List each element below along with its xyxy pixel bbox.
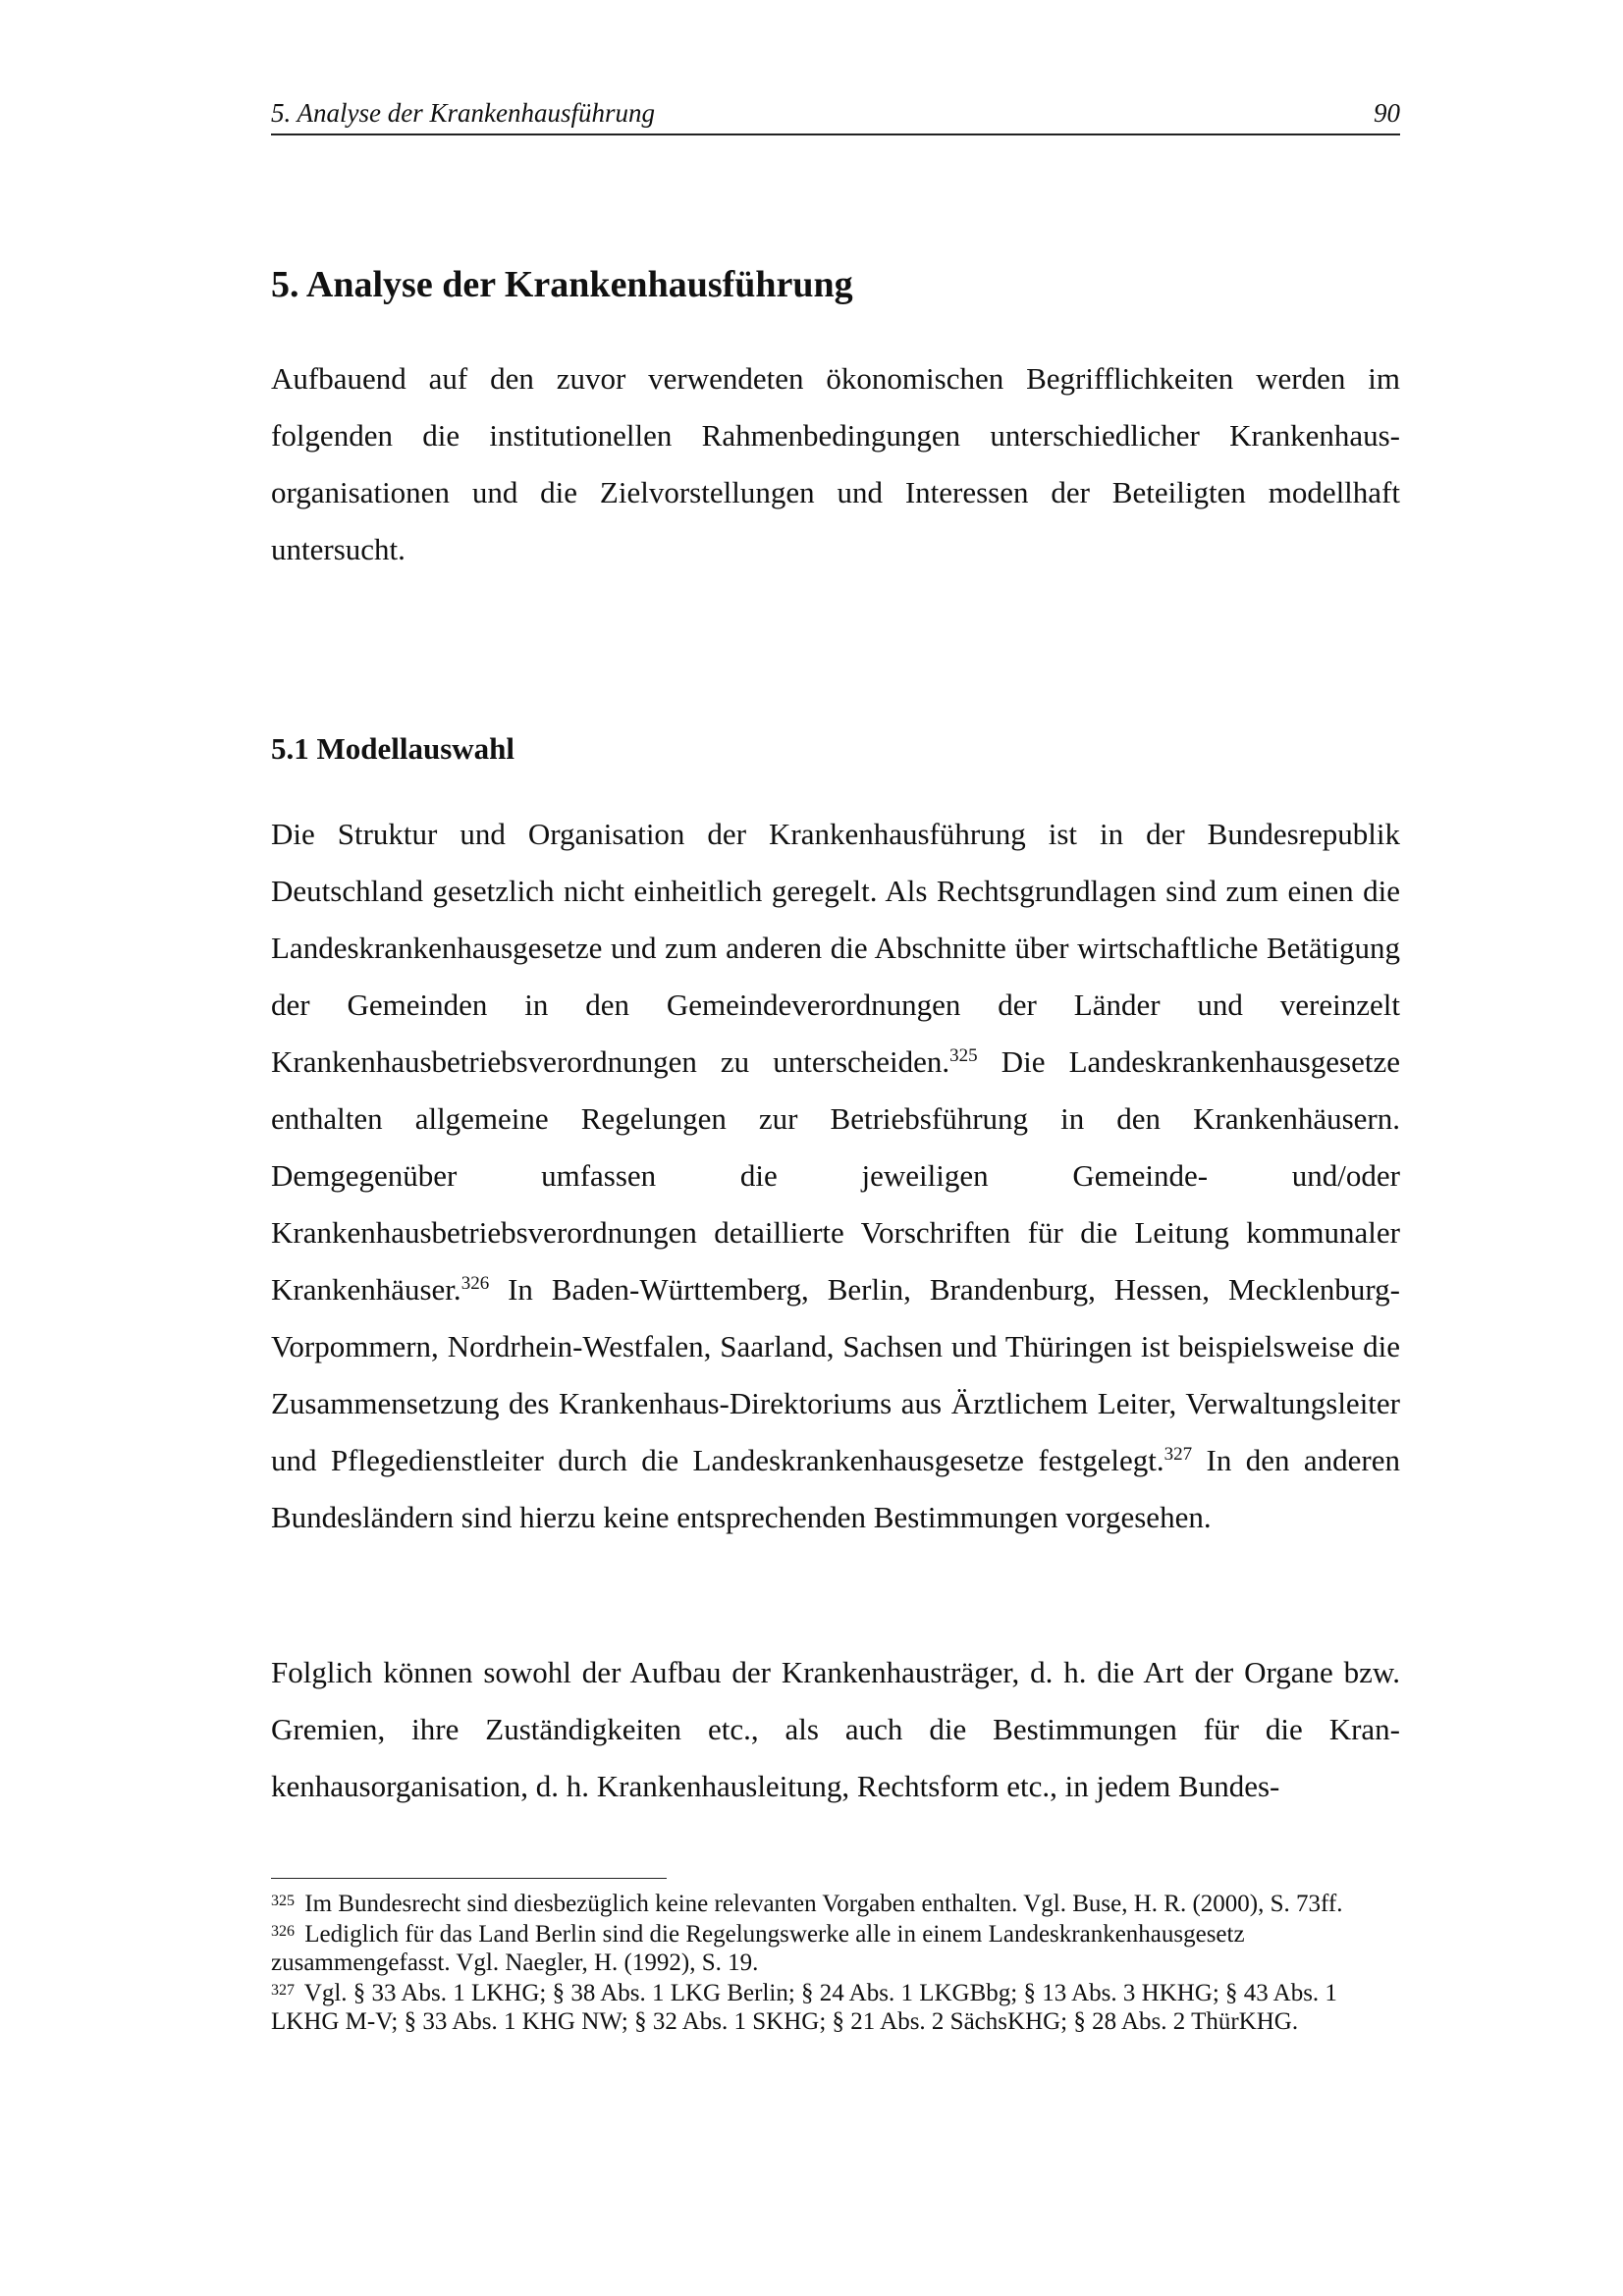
footnote-separator [271,1878,667,1879]
model-paragraph-part-1: Die Struktur und Organisation der Krankenhausführung ist in der Bundesrepublik Deutschland gesetzlich nicht einheitlich geregelt. Als Rechtsgrundlagen sind zum einen die Landeskrankenhausgesetze und zum anderen die Abschnitte über wirtschaftliche Betätigung der Gemeinden in den Gemeindeverordnungen der Länder und vereinzelt Krankenhausbetriebsverordnungen zu unterscheiden. [271,817,1400,1079]
footnote-ref-325[interactable]: 325 [949,1045,978,1066]
footnote-327 [271,1979,1400,2036]
footnote-number: 327 [271,1982,295,1999]
section-title: 5.1 Modellauswahl [271,731,515,766]
model-paragraph [271,806,1400,1546]
footnote-ref-327[interactable]: 327 [1163,1444,1193,1465]
header-title: 5. Analyse der Krankenhausführung [271,98,655,128]
footnote-number: 325 [271,1893,295,1909]
model-paragraph-part-3: In Baden-Württemberg, Berlin, Brandenburg, Hessen, Mecklenburg-Vorpommern, Nordrhein-Westfalen, Saarland, Sachsen und Thüringen ist beispielsweise die Zusammensetzung des Krankenhaus-Direktoriums aus Ärztlichem Leiter, Verwaltungsleiter und Pflegedienstleiter durch die Landeskrankenhausgesetze festgelegt. [271,1272,1400,1477]
footnote-number: 326 [271,1923,295,1940]
footnote-325 [271,1890,1400,1918]
chapter-title: 5. Analyse der Krankenhausführung [271,264,853,305]
intro-paragraph: Aufbauend auf den zuvor verwendeten ökonomischen Begrifflichkeiten werden im folgenden die institutionellen Rahmenbedingungen unterschiedlicher Krankenhausorganisationen und die Zielvorstellungen und Interessen der Beteiligten modellhaft untersucht. [271,361,1400,566]
page-number: 90 [1374,98,1400,128]
footnote-ref-326[interactable]: 326 [460,1273,490,1294]
running-header [271,96,1400,135]
footnote-text: Im Bundesrecht sind diesbezüglich keine relevanten Vorgaben enthalten. Vgl. Buse, H. R. (2000), S. 73ff. [298,1891,1343,1917]
model-paragraph-part-4: In den anderen Bundesländern sind hierzu keine entsprechenden Bestimmungen vorgesehen. [271,1443,1401,1534]
footnote-text: Vgl. § 33 Abs. 1 LKHG; § 38 Abs. 1 LKG Berlin; § 24 Abs. 1 LKGBbg; § 13 Abs. 3 HKHG; § 43 Abs. 1 LKHG M-V; § 33 Abs. 1 KHG NW; § 32 Abs. 1 SKHG; § 21 Abs. 2 SächsKHG; § 28 Abs. 2 ThürKHG. [271,1980,1337,2035]
footnote-326 [271,1920,1400,1977]
footnote-text: Lediglich für das Land Berlin sind die Regelungswerke alle in einem Landeskrankenhausgesetz zusammengefasst. Vgl. Naegler, H. (1992), S. 19. [271,1921,1245,1976]
model-paragraph-part-2: Die Landeskrankenhausgesetze enthalten allgemeine Regelungen zur Betriebsführung in den Krankenhäusern. Demgegenüber umfassen die jeweiligen Gemeinde- und/oder Krankenhausbetriebsverordnungen detaillierte Vorschriften für die Leitung kommunaler Krankenhäuser. [271,1044,1400,1307]
consequence-paragraph: Folglich können sowohl der Aufbau der Krankenhausträger, d. h. die Art der Organe bzw. Gremien, ihre Zuständigkeiten etc., als auch die Bestimmungen für die Krankenhausorganisation, d. h. Krankenhausleitung, Rechtsform etc., in jedem Bundes- [271,1655,1400,1803]
footnotes [271,1890,1400,2038]
